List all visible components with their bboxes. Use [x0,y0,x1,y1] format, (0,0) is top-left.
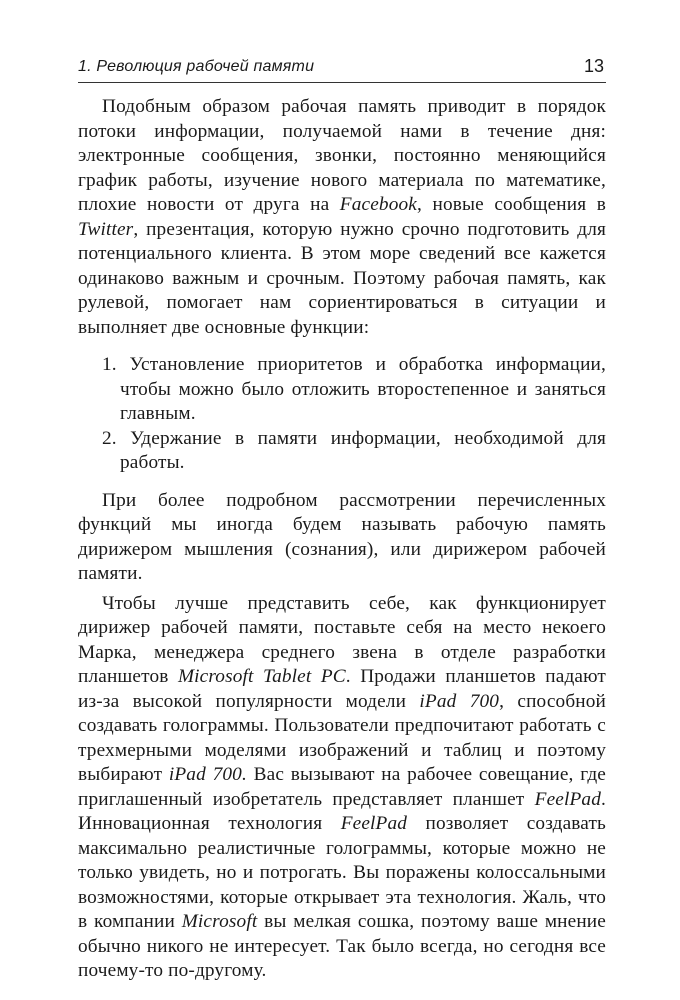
list-item: 2. Удержание в памяти информации, необходимой для работы. [102,427,606,473]
paragraph-1: Подобным образом рабочая память приводит в порядок потоки информации, получаемой нами в течение дня: электронные сообщения, звонки, постоянно меняющийся график работы, изучение нового материала по математике, плохие новости от друга на Facebook, новые сообщения в Twitter, презентация, которую нужно срочно подготовить для потенциального клиента. В этом море сведений все кажется одинаково важным и срочным. Поэтому рабочая память, как рулевой, помогает нам сориентироваться в ситуации и выполняет две основные функции: [78,96,606,338]
list-item: 1. Установление приоритетов и обработка информации, чтобы можно было отложить второстепенное и заняться главным. [102,354,606,424]
page-number: 13 [583,56,604,76]
brand-facebook: Facebook [339,194,418,215]
paragraph-2: При более подробном рассмотрении перечисленных функций мы иногда будем называть рабочую память дирижером мышления (сознания), или дирижером рабочей памяти. [78,489,606,584]
chapter-title: 1. Революция рабочей памяти [78,58,315,75]
brand-twitter: Twitter [78,218,134,240]
running-header [78,56,606,83]
paragraph-3: Чтобы лучше представить себе, как функционирует дирижер рабочей памяти, поставьте себя на место некоего Марка, менеджера среднего звена в отделе разработки планшетов Microsoft Tablet PC. Продажи планшетов падают из-за высокой популярности модели iPad 700, способной создавать голограммы. Пользователи предпочитают работать с трехмерными моделями изображений и таблиц и поэтому выбирают iPad 700. Вас вызывают на рабочее совещание, где приглашенный изобретатель представляет планшет FeelPad. Инновационная технология FeelPad позволяет создавать максимально реалистичные голограммы, которые можно не только увидеть, но и потрогать. Вы поражены колоссальными возможностями, которые открывает эта технология. Жаль, что в компании Microsoft вы мелкая сошка, поэтому ваше мнение обычно никого не интересует. Так было всегда, но сегодня все почему-то по-другому. [78,592,607,981]
functions-list [78,353,606,476]
body-text [78,95,606,984]
